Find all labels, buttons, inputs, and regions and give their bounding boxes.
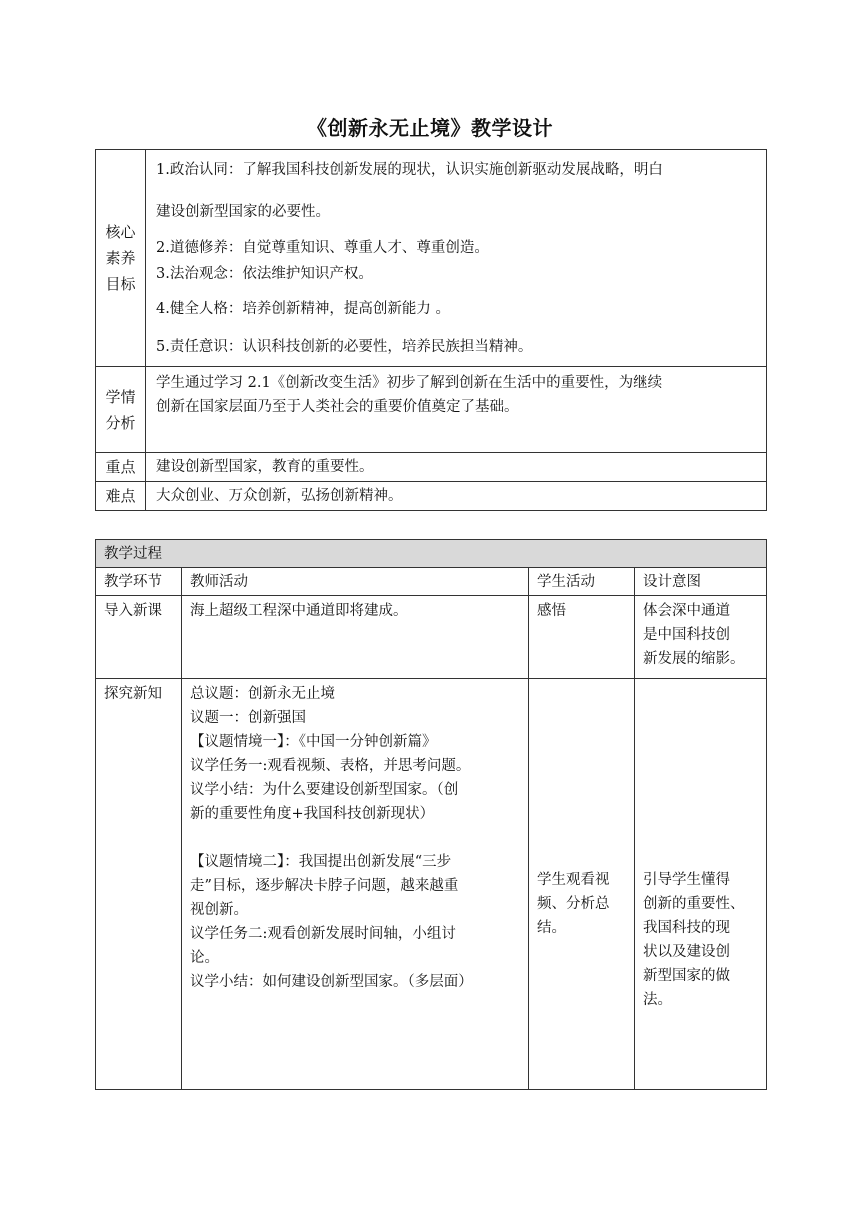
column-header: 学生活动 bbox=[529, 568, 635, 596]
text-line: 法。 bbox=[643, 992, 672, 1008]
text-line: 总议题：创新永无止境 bbox=[190, 686, 335, 702]
text-line: 【议题情境二】：我国提出创新发展“三步 bbox=[190, 854, 452, 870]
stage-cell: 导入新课 bbox=[96, 596, 182, 679]
goal-line: 3.法治观念：依法维护知识产权。 bbox=[156, 266, 373, 282]
text-line: 感悟 bbox=[537, 603, 566, 619]
goal-line: 5.责任意识：认识科技创新的必要性，培养民族担当精神。 bbox=[156, 339, 533, 355]
teaching-process-table bbox=[95, 539, 767, 1090]
text-line: 创新的重要性、 bbox=[643, 896, 745, 912]
column-header: 教学环节 bbox=[96, 568, 182, 596]
text-line: 议题一：创新强国 bbox=[190, 710, 306, 726]
label-line: 目标 bbox=[105, 275, 136, 293]
text-line: 议学小结：为什么要建设创新型国家。（创 bbox=[190, 782, 459, 798]
analysis-line: 学生通过学习 2.1《创新改变生活》初步了解到创新在生活中的重要性，为继续 bbox=[156, 375, 663, 391]
text-line: 议学任务一:观看视频、表格，并思考问题。 bbox=[190, 758, 471, 774]
text-line: 视创新。 bbox=[190, 902, 248, 918]
text-line: 学生观看视 bbox=[537, 872, 610, 888]
table-row bbox=[96, 679, 767, 1090]
text-line: 结。 bbox=[537, 920, 566, 936]
analysis-line: 创新在国家层面乃至于人类社会的重要价值奠定了基础。 bbox=[156, 399, 519, 415]
label-line: 分析 bbox=[105, 413, 136, 432]
text-line: 走”目标，逐步解决卡脖子问题，越来越重 bbox=[190, 878, 459, 894]
student-activity-cell bbox=[529, 679, 635, 1090]
label-line: 素养 bbox=[105, 249, 136, 267]
text-line: 体会深中通道 bbox=[643, 603, 730, 619]
key-point-label: 重点 bbox=[96, 453, 146, 482]
analysis-label bbox=[96, 367, 146, 453]
goal-line: 2.道德修养：自觉尊重知识、尊重人才、尊重创造。 bbox=[156, 240, 489, 256]
text-line: 是中国科技创 bbox=[643, 627, 730, 643]
process-header: 教学过程 bbox=[96, 540, 767, 568]
key-point-text: 建设创新型国家，教育的重要性。 bbox=[146, 453, 767, 482]
goal-line: 4.健全人格：培养创新精神，提高创新能力 。 bbox=[156, 301, 450, 317]
design-intent-cell bbox=[635, 679, 767, 1090]
text-line: 海上超级工程深中通道即将建成。 bbox=[190, 603, 408, 619]
teacher-activity-cell bbox=[182, 679, 529, 1090]
teaching-info-table bbox=[95, 149, 767, 511]
teacher-activity-cell bbox=[182, 596, 529, 679]
difficulty-text: 大众创业、万众创新，弘扬创新精神。 bbox=[146, 482, 767, 511]
label-line: 核心 bbox=[105, 223, 136, 241]
text-line: 议学小结：如何建设创新型国家。（多层面） bbox=[190, 974, 473, 990]
design-intent-cell bbox=[635, 596, 767, 679]
text-line: 新的重要性角度+我国科技创新现状） bbox=[190, 806, 435, 822]
text-line: 论。 bbox=[190, 950, 219, 966]
student-activity-cell bbox=[529, 596, 635, 679]
column-header: 设计意图 bbox=[635, 568, 767, 596]
page-title: 《创新永无止境》教学设计 bbox=[307, 116, 553, 140]
text-line: 频、分析总 bbox=[537, 896, 610, 912]
label-line: 学情 bbox=[105, 387, 136, 406]
column-header: 教师活动 bbox=[182, 568, 529, 596]
core-goals-content bbox=[146, 150, 767, 367]
goal-line: 1.政治认同：了解我国科技创新发展的现状，认识实施创新驱动发展战略，明白 bbox=[156, 162, 663, 178]
goal-line: 建设创新型国家的必要性。 bbox=[156, 204, 330, 220]
text-line: 状以及建设创 bbox=[643, 944, 730, 960]
text-line: 新型国家的做 bbox=[643, 968, 730, 984]
text-line: 新发展的缩影。 bbox=[643, 651, 745, 667]
text-line: 引导学生懂得 bbox=[643, 872, 730, 888]
text-line: 【议题情境一】：《中国一分钟创新篇》 bbox=[190, 734, 437, 750]
table-row bbox=[96, 596, 767, 679]
text-line: 议学任务二:观看创新发展时间轴，小组讨 bbox=[190, 926, 456, 942]
difficulty-label: 难点 bbox=[96, 482, 146, 511]
analysis-content bbox=[146, 367, 767, 453]
text-line: 我国科技的现 bbox=[643, 920, 730, 936]
stage-cell: 探究新知 bbox=[96, 679, 182, 1090]
core-goals-label bbox=[96, 150, 146, 367]
